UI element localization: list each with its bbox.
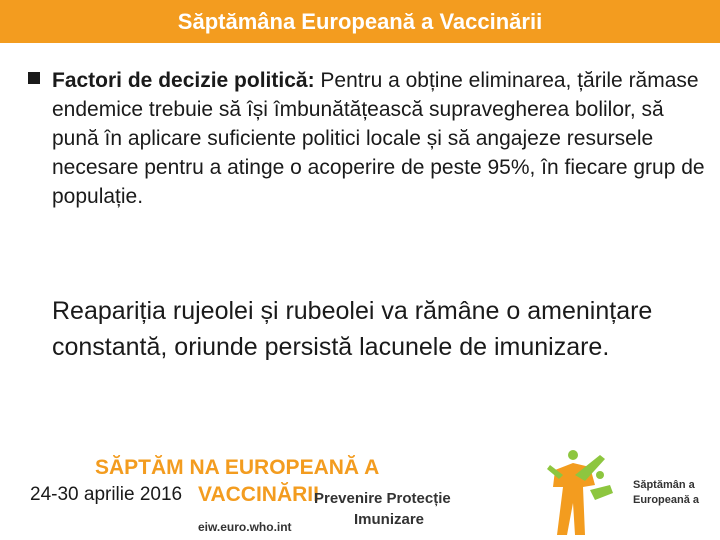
campaign-dates: 24-30 aprilie 2016	[30, 484, 183, 505]
campaign-tagline-line2: Imunizare	[354, 511, 425, 528]
square-bullet-icon	[28, 72, 40, 84]
bullet-lead: Factori de decizie politică:	[52, 69, 315, 92]
campaign-tagline-line1: Prevenire Protecție	[314, 490, 451, 507]
logo-caption: Săptămân a Europeană a	[633, 479, 700, 506]
campaign-url: eiw.euro.who.int	[198, 520, 292, 534]
campaign-title-line1: SĂPTĂM NA EUROPEANĂ A	[95, 456, 380, 479]
page-title: Săptămâna Europeană a Vaccinării	[177, 8, 543, 34]
bullet-item	[28, 66, 708, 211]
title-bar	[0, 0, 720, 43]
campaign-title-line2: VACCINĂRII	[198, 483, 319, 506]
bullet-body: Pentru a obține eliminarea, țările rămase endemice trebuie să își îmbunătățească supravegherea bolilor, să pună în aplicare suficiente politici locale și să angajeze resursele necesare pentru a atinge o acoperire de peste 95%, în fiecare grup de populație.	[52, 69, 705, 208]
vaccination-week-logo-icon	[545, 445, 620, 540]
key-statement: Reapariția rujeolei și rubeolei va rămâne o amenințare constantă, oriunde persistă lacunele de imunizare.	[52, 297, 653, 361]
bullet-text	[52, 66, 708, 211]
